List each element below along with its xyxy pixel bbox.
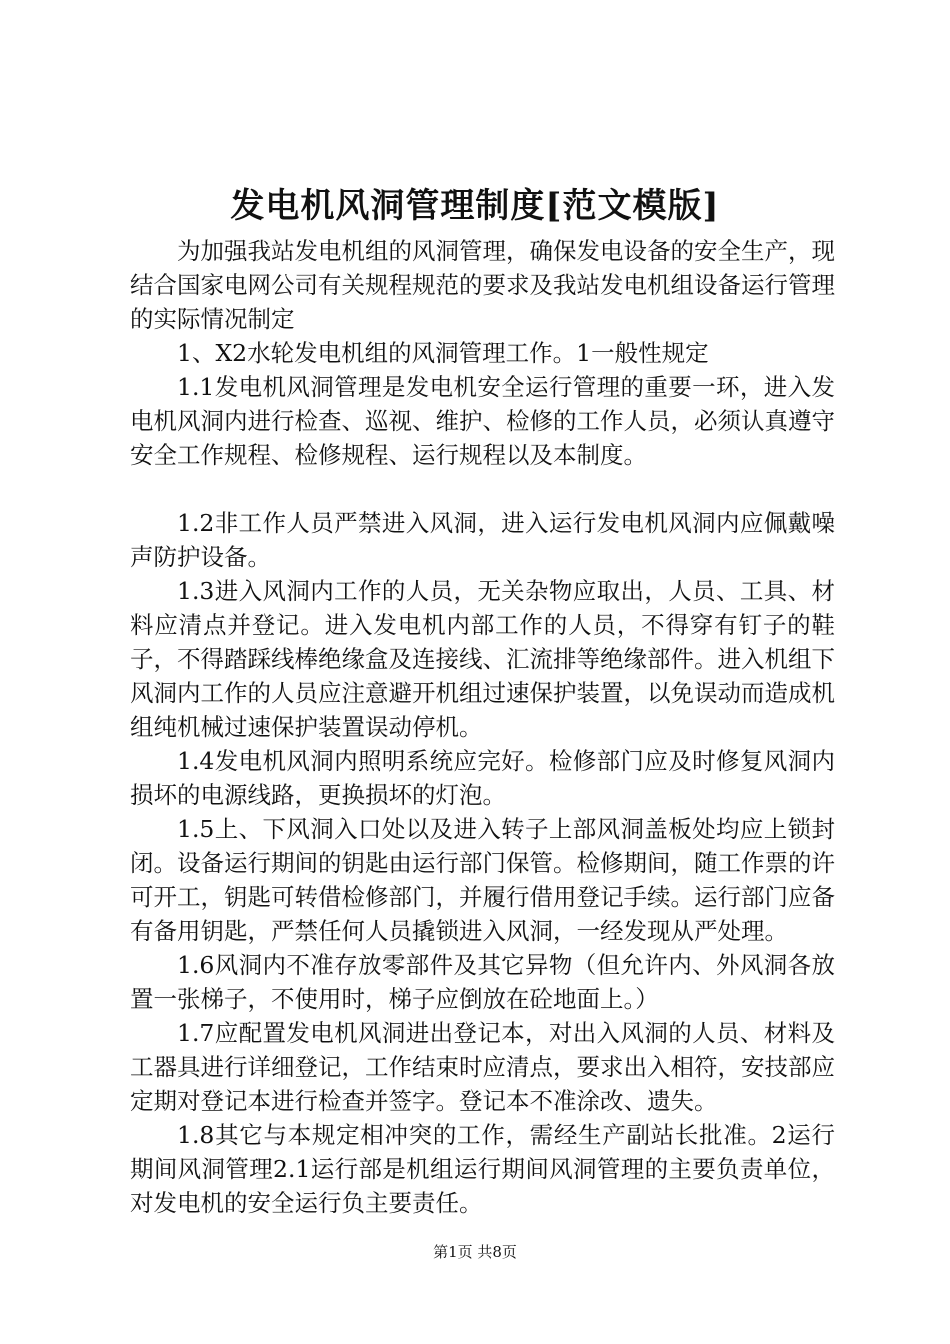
paragraph-1-4: 1.4发电机风洞内照明系统应完好。检修部门应及时修复风洞内损坏的电源线路，更换损坏的灯泡。 [130, 747, 835, 809]
paragraph-1-6: 1.6风洞内不准存放零部件及其它异物（但允许内、外风洞各放置一张梯子，不使用时，梯子应倒放在砼地面上。） [130, 951, 835, 1013]
paragraph-scope: 1、X2水轮发电机组的风洞管理工作。1一般性规定 [177, 339, 709, 367]
paragraph-1-5: 1.5上、下风洞入口处以及进入转子上部风洞盖板处均应上锁封闭。设备运行期间的钥匙由运行部门保管。检修期间，随工作票的许可开工，钥匙可转借检修部门，并履行借用登记手续。运行部门应备有备用钥匙，严禁任何人员撬锁进入风洞，一经发现从严处理。 [130, 815, 835, 945]
page-number-footer: 第1页 共8页 [433, 1243, 517, 1261]
paragraph-1-8: 1.8其它与本规定相冲突的工作，需经生产副站长批准。2运行期间风洞管理2.1运行部是机组运行期间风洞管理的主要负责单位，对发电机的安全运行负主要责任。 [130, 1121, 835, 1217]
paragraph-1-3: 1.3进入风洞内工作的人员，无关杂物应取出，人员、工具、材料应清点并登记。进入发电机内部工作的人员，不得穿有钉子的鞋子，不得踏踩线棒绝缘盒及连接线、汇流排等绝缘部件。进入机组下风洞内工作的人员应注意避开机组过速保护装置，以免误动而造成机组纯机械过速保护装置误动停机。 [130, 577, 835, 741]
document-body [130, 234, 835, 1220]
paragraph-1-1: 1.1发电机风洞管理是发电机安全运行管理的重要一环，进入发电机风洞内进行检查、巡视、维护、检修的工作人员，必须认真遵守安全工作规程、检修规程、运行规程以及本制度。 [130, 373, 835, 469]
paragraph-1-2: 1.2非工作人员严禁进入风洞，进入运行发电机风洞内应佩戴噪声防护设备。 [130, 509, 835, 571]
paragraph-1-7: 1.7应配置发电机风洞进出登记本，对出入风洞的人员、材料及工器具进行详细登记，工作结束时应清点，要求出入相符，安技部应定期对登记本进行检查并签字。登记本不准涂改、遗失。 [130, 1019, 835, 1115]
document-title: 发电机风洞管理制度[范文模版] [230, 186, 720, 226]
paragraph-intro: 为加强我站发电机组的风洞管理，确保发电设备的安全生产，现结合国家电网公司有关规程规范的要求及我站发电机组设备运行管理的实际情况制定 [130, 237, 835, 333]
